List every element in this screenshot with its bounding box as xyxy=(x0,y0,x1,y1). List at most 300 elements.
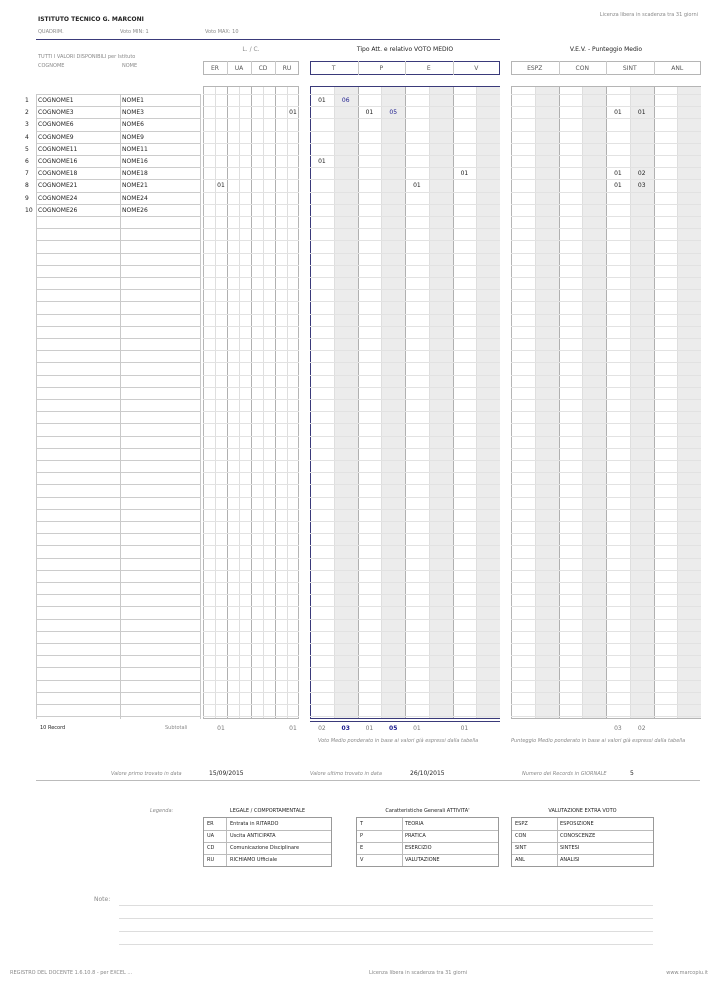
tipo-row-line xyxy=(310,704,500,705)
tipo-row-line xyxy=(310,411,500,412)
row-nome[interactable]: NOME16 xyxy=(122,158,148,165)
row-line xyxy=(36,448,200,449)
tipo-subtotal: 01 xyxy=(365,725,374,732)
tipo-row-line xyxy=(310,643,500,644)
row-line xyxy=(36,362,200,363)
header-rule xyxy=(36,39,500,40)
lc-row-line xyxy=(203,277,299,278)
tipo-row-line xyxy=(310,680,500,681)
tipo-total-rule xyxy=(310,721,500,722)
lc-row-line xyxy=(203,314,299,315)
lc-subcol-line xyxy=(239,87,240,718)
lc-row-line xyxy=(203,131,299,132)
vev-subcol-line xyxy=(654,87,655,718)
records-giornale-value: 5 xyxy=(630,770,634,777)
legend-title: Legenda: xyxy=(150,808,174,814)
vev-row-line xyxy=(511,594,701,595)
tipo-row-line xyxy=(310,240,500,241)
tipo-row-line xyxy=(310,631,500,632)
row-line xyxy=(36,716,200,717)
tipo-row-line xyxy=(310,692,500,693)
row-line xyxy=(36,594,200,595)
tipo-col-header: P xyxy=(379,65,384,72)
vev-row-line xyxy=(511,436,701,437)
tipo-row-line xyxy=(310,155,500,156)
tipo-subcol-shade xyxy=(477,87,500,718)
row-line xyxy=(36,460,200,461)
row-line xyxy=(36,204,200,205)
vev-row-line xyxy=(511,387,701,388)
value-cell[interactable]: 01 xyxy=(289,109,297,117)
row-nome[interactable]: NOME6 xyxy=(122,121,144,129)
legend-lc-row: RU RICHIAMO Ufficiale xyxy=(207,857,278,863)
lc-row-line xyxy=(203,167,299,168)
tipo-row-line xyxy=(310,350,500,351)
tipo-row-line xyxy=(310,594,500,595)
vev-row-line xyxy=(511,216,701,217)
notes-line[interactable] xyxy=(119,931,653,932)
lc-row-line xyxy=(203,240,299,241)
row-line xyxy=(36,655,200,656)
quadrim-label: QUADRIM. xyxy=(38,29,64,35)
tipo-row-line xyxy=(310,606,500,607)
tipo-row-line xyxy=(310,131,500,132)
tipo-row-line xyxy=(310,179,500,180)
tipo-col-header: T xyxy=(331,65,336,72)
vev-row-line xyxy=(511,326,701,327)
row-line xyxy=(36,155,200,156)
lc-header-divider xyxy=(275,61,276,75)
row-cognome[interactable]: COGNOME18 xyxy=(38,170,78,178)
tipo-subtotal: 02 xyxy=(318,725,326,732)
vev-row-line xyxy=(511,667,701,668)
legend-vev-row: SINT SINTESI xyxy=(512,842,653,855)
tipo-row-line xyxy=(310,228,500,229)
group-vev-title: V.E.V. - Punteggio Medio xyxy=(569,46,643,53)
lc-row-line xyxy=(203,94,299,95)
lc-row-line xyxy=(203,253,299,254)
value-cell[interactable]: 01 xyxy=(318,97,326,104)
row-nome[interactable]: NOME11 xyxy=(122,145,148,153)
row-cognome[interactable]: COGNOME24 xyxy=(38,194,78,202)
vev-row-line xyxy=(511,118,701,119)
vev-row-line xyxy=(511,533,701,534)
lc-row-line xyxy=(203,106,299,107)
vev-row-line xyxy=(511,411,701,412)
legend-tipo-title: Caratteristiche Generali ATTIVITA' xyxy=(385,808,470,814)
lc-row-line xyxy=(203,375,299,376)
row-line xyxy=(36,558,200,559)
license-notice: Licenza libera in scadenza tra 31 giorni xyxy=(599,12,698,18)
tipo-header-divider xyxy=(405,61,406,75)
vev-row-line xyxy=(511,570,701,571)
vev-row-line xyxy=(511,704,701,705)
tipo-subtotal: 03 xyxy=(341,725,350,732)
lc-row-line xyxy=(203,387,299,388)
vev-row-line xyxy=(511,631,701,632)
tipo-header-divider xyxy=(453,61,454,75)
row-line xyxy=(36,631,200,632)
tipo-row-line xyxy=(310,399,500,400)
tipo-subcol-line xyxy=(429,87,430,718)
tipo-col-header: E xyxy=(426,65,431,72)
tipo-row-line xyxy=(310,533,500,534)
vev-row-line xyxy=(511,204,701,205)
lc-subcol-line xyxy=(263,87,264,718)
lc-row-line xyxy=(203,619,299,620)
row-line xyxy=(36,131,200,132)
tipo-row-line xyxy=(310,118,500,119)
tipo-row-line xyxy=(310,94,500,95)
row-line xyxy=(36,509,200,510)
row-line xyxy=(36,497,200,498)
records-giornale-label: Numero dei Records in GIORNALE xyxy=(522,771,607,777)
row-cognome[interactable]: COGNOME9 xyxy=(38,133,74,141)
lc-subcol-line xyxy=(275,87,276,718)
subtotali-label: Subtotali xyxy=(165,725,188,731)
lc-row-line xyxy=(203,594,299,595)
tipo-row-line xyxy=(310,106,500,107)
value-cell[interactable]: 01 xyxy=(460,170,469,178)
tipo-col-header: V xyxy=(474,65,479,72)
tipo-row-line xyxy=(310,497,500,498)
lc-subtotal: 01 xyxy=(217,725,225,732)
vev-row-line xyxy=(511,228,701,229)
vev-row-line xyxy=(511,131,701,132)
row-line xyxy=(36,667,200,668)
legend-tipo-box xyxy=(356,817,499,867)
row-cognome[interactable]: COGNOME1 xyxy=(38,97,74,104)
tipo-row-line xyxy=(310,204,500,205)
lc-row-line xyxy=(203,399,299,400)
tipo-row-line xyxy=(310,216,500,217)
tipo-row-line xyxy=(310,582,500,583)
row-number: 5 xyxy=(25,145,29,153)
lc-row-line xyxy=(203,509,299,510)
tipo-row-line xyxy=(310,265,500,266)
vev-row-line xyxy=(511,692,701,693)
row-line xyxy=(36,619,200,620)
tipo-row-line xyxy=(310,460,500,461)
tipo-row-line xyxy=(310,277,500,278)
lc-row-line xyxy=(203,265,299,266)
lc-header-divider xyxy=(251,61,252,75)
vev-col-header: ANL xyxy=(671,65,684,72)
row-nome[interactable]: NOME21 xyxy=(122,182,148,190)
name-col-border xyxy=(36,94,37,719)
last-value-label: Valore ultimo trovato in data xyxy=(310,771,382,777)
vev-col-header: ESPZ xyxy=(527,65,543,72)
row-line xyxy=(36,606,200,607)
lc-row-line xyxy=(203,436,299,437)
row-line xyxy=(36,423,200,424)
tipo-row-line xyxy=(310,655,500,656)
tipo-row-line xyxy=(310,326,500,327)
value-cell[interactable]: 01 xyxy=(413,182,421,190)
vev-subcol-line xyxy=(677,87,678,718)
lc-row-line xyxy=(203,326,299,327)
vev-row-line xyxy=(511,509,701,510)
vev-row-line xyxy=(511,399,701,400)
footer-version: REGISTRO DEL DOCENTE 1.6.10.8 - per EXCEL ... xyxy=(10,970,133,976)
lc-row-line xyxy=(203,301,299,302)
tipo-row-line xyxy=(310,448,500,449)
value-cell[interactable]: 02 xyxy=(637,170,646,178)
tipo-row-line xyxy=(310,375,500,376)
value-cell[interactable]: 01 xyxy=(318,158,326,165)
tipo-row-line xyxy=(310,667,500,668)
legend-tipo-row: E ESERCIZIO xyxy=(357,842,498,855)
row-nome[interactable]: NOME1 xyxy=(122,97,144,104)
vev-row-line xyxy=(511,375,701,376)
lc-col-header: CD xyxy=(258,65,268,72)
row-line xyxy=(36,472,200,473)
voto-min: Voto MIN: 1 xyxy=(120,29,149,35)
vev-row-line xyxy=(511,655,701,656)
tipo-subcol-line xyxy=(453,87,454,718)
tipo-row-line xyxy=(310,301,500,302)
tipo-subcol-shade xyxy=(430,87,453,718)
row-line xyxy=(36,265,200,266)
row-number: 8 xyxy=(25,182,29,190)
row-number: 1 xyxy=(25,97,29,104)
row-line xyxy=(36,680,200,681)
lc-row-line xyxy=(203,362,299,363)
last-value-date: 26/10/2015 xyxy=(410,770,445,777)
lc-col-header: RU xyxy=(282,65,292,72)
value-cell[interactable]: 01 xyxy=(614,170,622,178)
lc-col-header: ER xyxy=(211,65,219,72)
vev-row-line xyxy=(511,643,701,644)
legend-tipo-row: P PRATICA xyxy=(357,830,498,843)
filter-note: TUTTI I VALORI DISPONIBILI per Istituto xyxy=(38,54,136,60)
row-line xyxy=(36,301,200,302)
first-value-label: Valore primo trovato in data xyxy=(111,771,182,777)
row-number: 9 xyxy=(25,194,29,202)
vev-header-divider xyxy=(559,61,560,75)
lc-row-line xyxy=(203,545,299,546)
tipo-row-line xyxy=(310,558,500,559)
lc-row-line xyxy=(203,643,299,644)
tipo-row-line xyxy=(310,509,500,510)
vev-subcol-shade xyxy=(678,87,701,718)
value-cell[interactable]: 01 xyxy=(217,182,225,190)
row-line xyxy=(36,277,200,278)
vev-row-line xyxy=(511,301,701,302)
value-cell[interactable]: 01 xyxy=(365,109,374,117)
tipo-row-line xyxy=(310,387,500,388)
vev-row-line xyxy=(511,680,701,681)
legend-vev-title: VALUTAZIONE EXTRA VOTO xyxy=(548,808,617,814)
lc-subcol-line xyxy=(287,87,288,718)
row-nome[interactable]: NOME18 xyxy=(122,170,148,178)
vev-subcol-shade xyxy=(583,87,606,718)
vev-row-line xyxy=(511,497,701,498)
row-line xyxy=(36,411,200,412)
lc-row-line xyxy=(203,716,299,717)
lc-row-line xyxy=(203,667,299,668)
row-nome[interactable]: NOME9 xyxy=(122,133,144,141)
name-col-divider xyxy=(120,94,121,719)
row-nome[interactable]: NOME3 xyxy=(122,109,144,117)
lc-row-line xyxy=(203,118,299,119)
legend-lc-box xyxy=(203,817,332,867)
lc-row-line xyxy=(203,448,299,449)
row-nome[interactable]: NOME26 xyxy=(122,206,148,214)
records-count: 10 Record xyxy=(40,725,66,731)
lc-row-line xyxy=(203,704,299,705)
row-number: 6 xyxy=(25,158,29,165)
summary-rule xyxy=(36,780,700,781)
vev-row-line xyxy=(511,423,701,424)
lc-header-divider xyxy=(227,61,228,75)
row-line xyxy=(36,338,200,339)
vev-row-line xyxy=(511,460,701,461)
row-line xyxy=(36,118,200,119)
first-value-date: 15/09/2015 xyxy=(209,770,244,777)
vev-row-line xyxy=(511,558,701,559)
lc-row-line xyxy=(203,350,299,351)
tipo-header-divider xyxy=(358,61,359,75)
tipo-row-line xyxy=(310,253,500,254)
tipo-row-line xyxy=(310,484,500,485)
row-line xyxy=(36,253,200,254)
lc-row-line xyxy=(203,521,299,522)
row-line xyxy=(36,143,200,144)
vev-row-line xyxy=(511,606,701,607)
row-line xyxy=(36,484,200,485)
vev-row-line xyxy=(511,155,701,156)
row-line xyxy=(36,643,200,644)
notes-line[interactable] xyxy=(119,918,653,919)
tipo-row-line xyxy=(310,619,500,620)
footer-license: Licenza libera in scadenza tra 31 giorni xyxy=(369,970,468,976)
row-line xyxy=(36,216,200,217)
vev-row-line xyxy=(511,314,701,315)
tipo-subtotal: 01 xyxy=(413,725,421,732)
legend-tipo-row: V VALUTAZIONE xyxy=(360,857,440,863)
row-line xyxy=(36,192,200,193)
row-number: 10 xyxy=(25,206,33,214)
legend-lc-row: UA Uscita ANTICIPATA xyxy=(204,830,331,843)
tipo-row-line xyxy=(310,192,500,193)
lc-row-line xyxy=(203,216,299,217)
tipo-subcol-line xyxy=(358,87,359,718)
row-line xyxy=(36,179,200,180)
vev-row-line xyxy=(511,338,701,339)
group-lc-title: L. / C. xyxy=(242,46,260,53)
tipo-row-line xyxy=(310,338,500,339)
row-line xyxy=(36,289,200,290)
vev-subcol-line xyxy=(535,87,536,718)
lc-row-line xyxy=(203,484,299,485)
vev-header-divider xyxy=(606,61,607,75)
row-cognome[interactable]: COGNOME6 xyxy=(38,121,74,129)
row-number: 7 xyxy=(25,170,29,178)
vev-row-line xyxy=(511,362,701,363)
lc-row-line xyxy=(203,570,299,571)
lc-row-line xyxy=(203,338,299,339)
value-cell[interactable]: 01 xyxy=(614,109,622,117)
lc-row-line xyxy=(203,204,299,205)
value-cell[interactable]: 06 xyxy=(341,97,350,104)
vev-subtotal: 02 xyxy=(637,725,646,732)
notes-line[interactable] xyxy=(119,944,653,945)
col-cognome-header: COGNOME xyxy=(38,63,65,69)
lc-row-line xyxy=(203,289,299,290)
lc-row-line xyxy=(203,155,299,156)
row-line xyxy=(36,314,200,315)
tipo-row-line xyxy=(310,362,500,363)
tipo-subtotal: 05 xyxy=(389,725,398,732)
vev-row-line xyxy=(511,350,701,351)
vev-row-line xyxy=(511,265,701,266)
lc-row-line xyxy=(203,631,299,632)
row-cognome[interactable]: COGNOME3 xyxy=(38,109,74,117)
tipo-row-line xyxy=(310,167,500,168)
legend-vev-row: ESPZ ESPOSIZIONE xyxy=(512,818,653,831)
row-line xyxy=(36,436,200,437)
legend-lc-title: LEGALE / COMPORTAMENTALE xyxy=(229,808,306,814)
lc-row-line xyxy=(203,497,299,498)
notes-line[interactable] xyxy=(119,905,653,906)
legend-tipo-row: T TEORIA xyxy=(357,818,498,831)
row-cognome[interactable]: COGNOME26 xyxy=(38,206,78,214)
vev-subcol-shade xyxy=(536,87,559,718)
legend-vev-row: CON CONOSCENZE xyxy=(512,830,653,843)
vev-row-line xyxy=(511,484,701,485)
vev-row-line xyxy=(511,716,701,717)
row-nome[interactable]: NOME24 xyxy=(122,194,148,202)
legend-vev-box xyxy=(511,817,654,867)
tipo-subcol-line xyxy=(476,87,477,718)
row-line xyxy=(36,167,200,168)
row-line xyxy=(36,692,200,693)
row-line xyxy=(36,326,200,327)
vev-row-line xyxy=(511,545,701,546)
voto-max: Voto MAX: 10 xyxy=(205,29,239,35)
lc-subcol-line xyxy=(227,87,228,718)
value-cell[interactable]: 01 xyxy=(614,182,622,190)
vev-row-line xyxy=(511,472,701,473)
row-cognome[interactable]: COGNOME11 xyxy=(38,145,78,153)
row-cognome[interactable]: COGNOME16 xyxy=(38,158,78,165)
vev-row-line xyxy=(511,143,701,144)
row-number: 3 xyxy=(25,121,29,129)
tipo-row-line xyxy=(310,716,500,717)
footer-website: www.marcopiu.it xyxy=(666,970,708,976)
row-line xyxy=(36,228,200,229)
vev-row-line xyxy=(511,94,701,95)
value-cell[interactable]: 01 xyxy=(637,109,646,117)
row-cognome[interactable]: COGNOME21 xyxy=(38,182,78,190)
tipo-row-line xyxy=(310,436,500,437)
value-cell[interactable]: 05 xyxy=(389,109,398,117)
row-line xyxy=(36,387,200,388)
row-line xyxy=(36,94,200,95)
vev-subcol-line xyxy=(582,87,583,718)
value-cell[interactable]: 03 xyxy=(637,182,646,190)
lc-row-line xyxy=(203,411,299,412)
tipo-subcol-line xyxy=(381,87,382,718)
vev-row-line xyxy=(511,179,701,180)
notes-label: Note: xyxy=(94,896,111,903)
col-nome-header: NOME xyxy=(122,63,138,69)
vev-row-line xyxy=(511,619,701,620)
lc-row-line xyxy=(203,582,299,583)
row-line xyxy=(36,240,200,241)
lc-row-line xyxy=(203,606,299,607)
